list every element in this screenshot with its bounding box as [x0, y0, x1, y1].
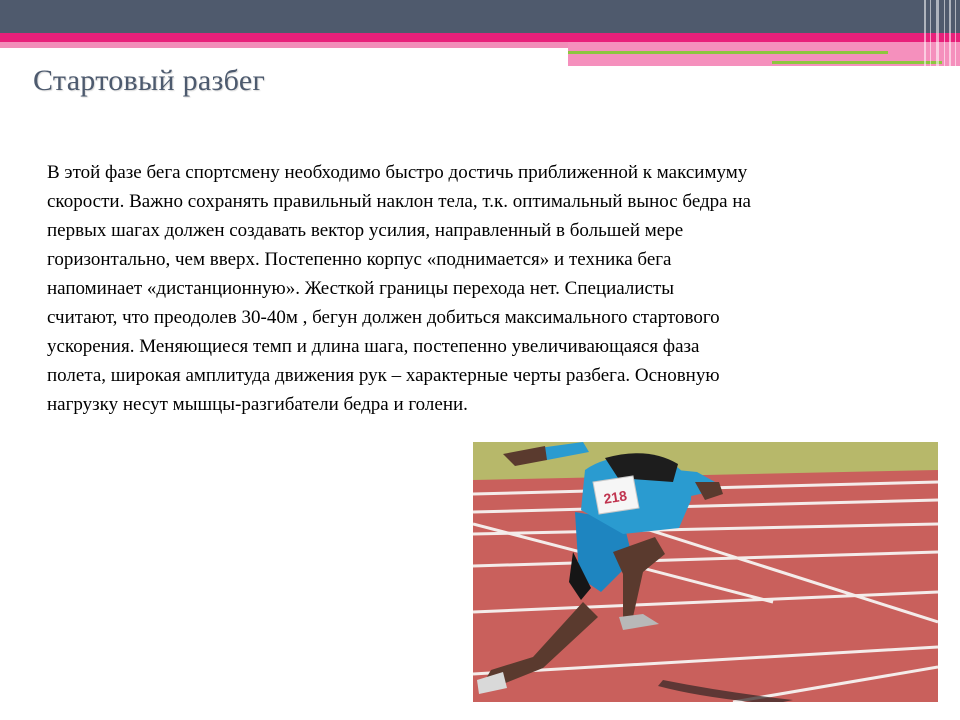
body-line: горизонтально, чем вверх. Постепенно корпус «поднимается» и техника бега	[47, 249, 672, 270]
accent-line-green-upper	[568, 51, 888, 54]
bib-number: 218	[602, 487, 629, 507]
body-line: скорости. Важно сохранять правильный наклон тела, т.к. оптимальный вынос бедра на	[47, 191, 751, 212]
body-line: нагрузку несут мышцы-разгибатели бедра и голени.	[47, 394, 468, 415]
body-line: полета, широкая амплитуда движения рук – характерные черты разбега. Основную	[47, 365, 720, 386]
slide-body-text	[47, 158, 937, 419]
sprinter-photo	[473, 442, 938, 702]
accent-bar-light-pink	[0, 42, 568, 48]
slide-title: Стартовый разбег	[33, 64, 266, 97]
accent-bar-pink	[0, 33, 960, 42]
body-line: ускорения. Меняющиеся темп и длина шага, постепенно увеличивающаяся фаза	[47, 336, 700, 357]
decorative-stripes	[920, 0, 960, 66]
body-line: считают, что преодолев 30-40м , бегун должен добиться максимального стартового	[47, 307, 720, 328]
header-band	[0, 0, 960, 33]
body-line: В этой фазе бега спортсмену необходимо быстро достичь приближенной к максимуму	[47, 162, 748, 183]
accent-line-green-lower	[772, 61, 942, 64]
body-line: напоминает «дистанционную». Жесткой границы перехода нет. Специалисты	[47, 278, 675, 299]
body-line: первых шагах должен создавать вектор усилия, направленный в большей мере	[47, 220, 684, 241]
